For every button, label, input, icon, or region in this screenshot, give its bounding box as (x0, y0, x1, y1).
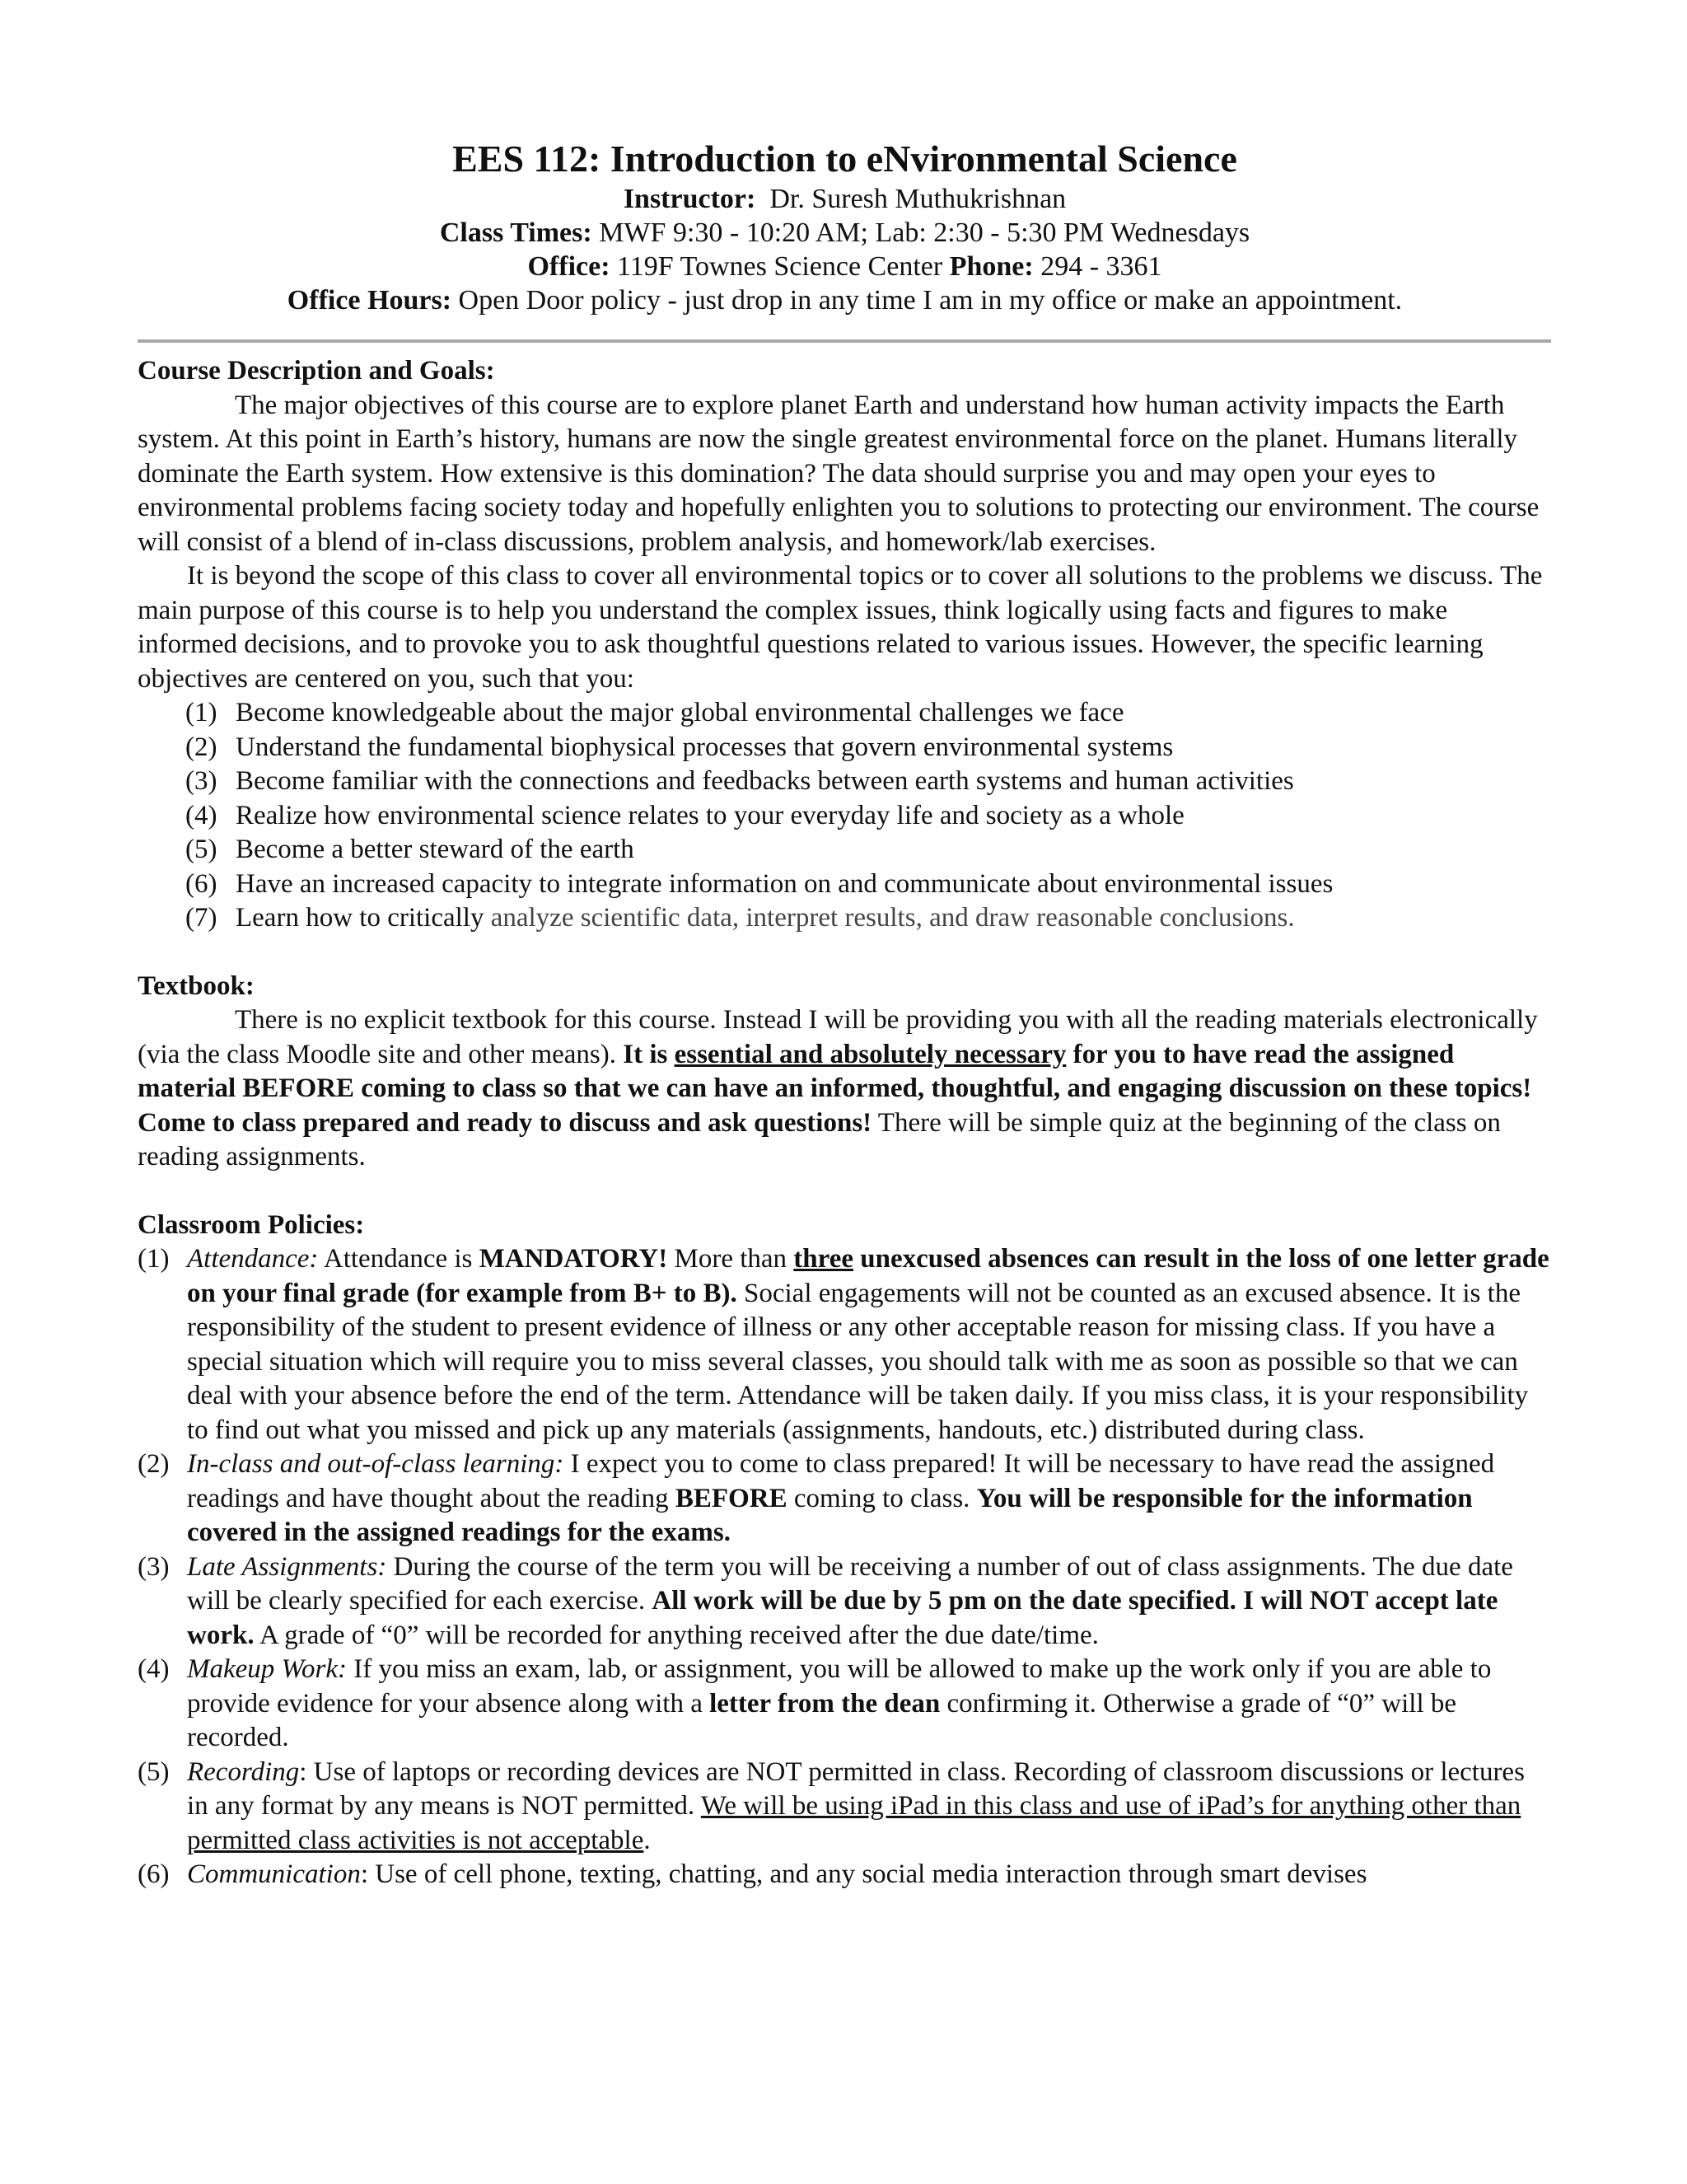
list-item: (2) Understand the fundamental biophysical processes that govern environmental systems (185, 732, 1174, 762)
policy-makeup-work: (4) Makeup Work: If you miss an exam, lab, or assignment, you will be allowed to make up the work only if you are able to provide evidence for your absence along with a letter from the dean confirming it. Otherwise a grade of “0” will be recorded. (138, 1654, 1492, 1752)
classroom-policies-heading: Classroom Policies: (138, 1209, 365, 1240)
syllabus-header (138, 136, 1552, 317)
policy-communication: (6) Communication: Use of cell phone, texting, chatting, and any social media interaction through smart devises (138, 1859, 1367, 1889)
policy-attendance: (1) Attendance: Attendance is MANDATORY! More than three unexcused absences can result in the loss of one letter grade on your final grade (for example from B+ to B). Social engagements will not be counted as an excused absence. It is the responsibility of the student to present evidence of illness or any other acceptable reason for missing class. If you have a special situation which will require you to miss several classes, you should talk with me as soon as possible so that we can deal with your absence before the end of the term. Attendance will be taken daily. If you miss class, it is your responsibility to find out what you missed and pick up any materials (assignments, handouts, etc.) distributed during class. (138, 1244, 1549, 1445)
list-item: (6) Have an increased capacity to integrate information on and communicate about environmental issues (185, 868, 1334, 899)
phone-label: Phone: (949, 251, 1034, 282)
list-item: (7) Learn how to critically analyze scientific data, interpret results, and draw reasonable conclusions. (185, 903, 1295, 933)
course-description-paragraph-1: The major objectives of this course are to explore planet Earth and understand how human activity impacts the Earth system. At this point in Earth’s history, humans are now the single greatest environmental force on the planet. Humans literally dominate the Earth system. How extensive is this domination? The data should surprise you and may open your eyes to environmental problems facing society today and hopefully enlighten you to solutions to protecting our environment. The course will consist of a blend of in-class discussions, problem analysis, and homework/lab exercises. (138, 390, 1540, 557)
policy-late-assignments: (3) Late Assignments: During the course of the term you will be receiving a number of out of class assignments. The due date will be clearly specified for each exercise. All work will be due by 5 pm on the date specified. I will NOT accept late work. A grade of “0” will be recorded for anything received after the due date/time. (138, 1551, 1513, 1650)
learning-objectives-list (138, 696, 1552, 936)
class-times-label: Class Times: (439, 217, 592, 248)
office-hours-line (138, 283, 1552, 317)
instructor-label: Instructor: (623, 184, 756, 214)
office-value: 119F Townes Science Center (617, 251, 943, 282)
list-item: (5) Become a better steward of the earth (185, 835, 634, 864)
list-item: (1) Become knowledgeable about the major global environmental challenges we face (185, 698, 1124, 727)
course-description-paragraph-2: It is beyond the scope of this class to cover all environmental topics or to cover all solutions to the problems we discuss. The main purpose of this course is to help you understand the complex issues, think logically using facts and figures to make informed decisions, and to provoke you to ask thoughtful questions related to various issues. However, the specific learning objectives are centered on you, such that you: (138, 561, 1543, 694)
list-item: (3) Become familiar with the connections and feedbacks between earth systems and human activities (185, 766, 1294, 796)
textbook-heading: Textbook: (138, 970, 255, 1001)
phone-value: 294 - 3361 (1040, 251, 1162, 282)
syllabus-body (138, 354, 1552, 1892)
syllabus-page (138, 136, 1552, 1892)
office-hours-label: Office Hours: (287, 285, 452, 316)
office-hours-value: Open Door policy - just drop in any time I am in my office or make an appointment. (458, 285, 1403, 316)
class-times-line (138, 216, 1552, 250)
list-item: (4) Realize how environmental science relates to your everyday life and society as a whole (185, 800, 1185, 830)
office-line (138, 250, 1552, 283)
course-description-heading: Course Description and Goals: (138, 356, 495, 386)
class-times-value: MWF 9:30 - 10:20 AM; Lab: 2:30 - 5:30 PM Wednesdays (599, 217, 1250, 248)
header-divider (138, 339, 1551, 343)
policy-recording: (5) Recording: Use of laptops or recording devices are NOT permitted in class. Recording of classroom discussions or lectures in any format by any means is NOT permitted. We will be using iPad in this class and use of iPad’s for anything other than permitted class activities is not acceptable. (138, 1756, 1525, 1855)
instructor-name: Dr. Suresh Muthukrishnan (769, 184, 1067, 214)
office-label: Office: (527, 251, 610, 282)
page-title: EES 112: Introduction to eNvironmental Science (452, 138, 1237, 180)
textbook-paragraph: There is no explicit textbook for this course. Instead I will be providing you with all the reading materials electronically (via the class Moodle site and other means). It is essential and absolutely necessary for you to have read the assigned material BEFORE coming to class so that we can have an informed, thoughtful, and engaging discussion on these topics! Come to class prepared and ready to discuss and ask questions! There will be simple quiz at the beginning of the class on reading assignments. (138, 1005, 1538, 1172)
instructor-line (138, 182, 1552, 216)
policy-in-class-learning: (2) In-class and out-of-class learning: I expect you to come to class prepared! It will be necessary to have read the assigned readings and have thought about the reading BEFORE coming to class. You will be responsible for the information covered in the assigned readings for the exams. (138, 1449, 1495, 1547)
